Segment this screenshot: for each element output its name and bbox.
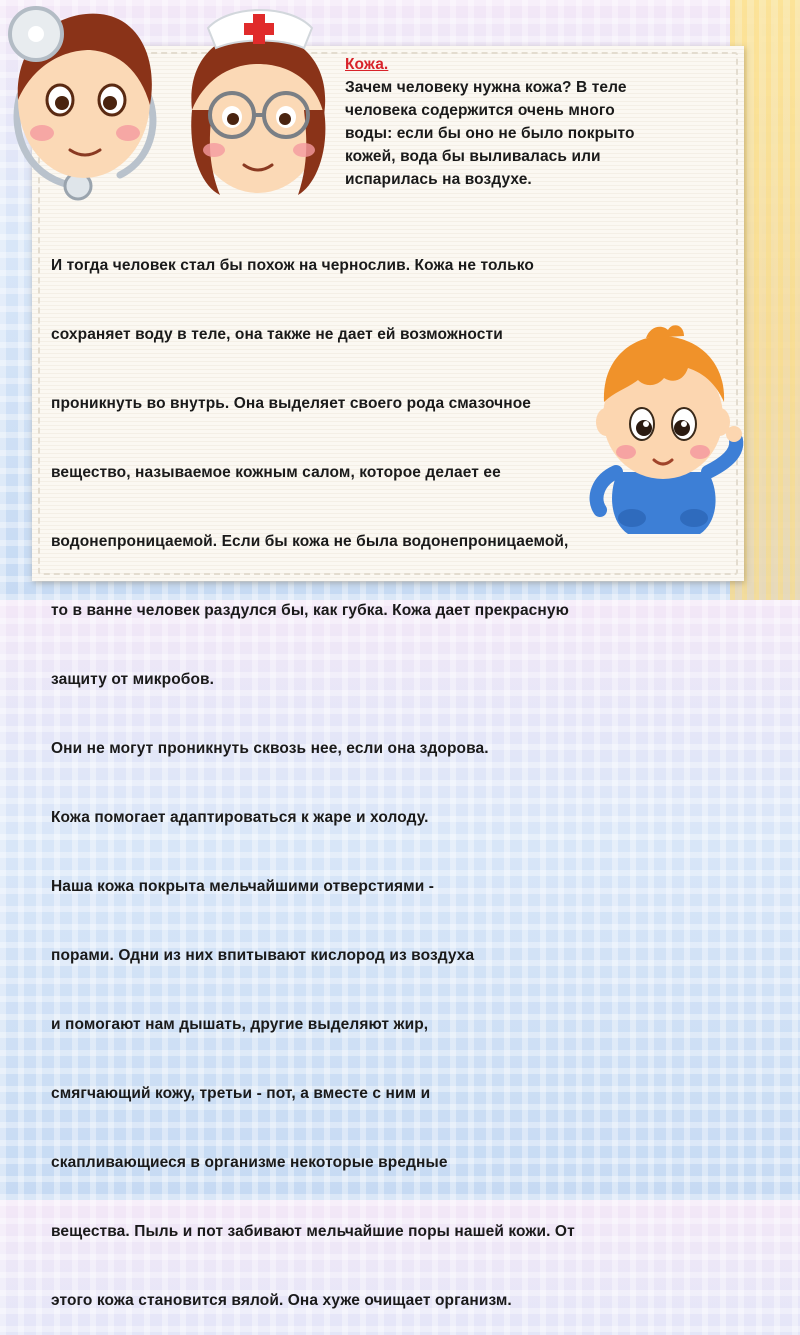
body-line: вещества. Пыль и пот забивают мельчайшие поры нашей кожи. От xyxy=(51,1223,575,1240)
body-line: смягчающий кожу, третьи - пот, а вместе с ним и xyxy=(51,1085,431,1102)
body-line: и помогают нам дышать, другие выделяют жир, xyxy=(51,1016,429,1033)
intro-line: кожей, вода бы выливалась или xyxy=(345,148,601,165)
heading: Кожа. xyxy=(345,56,389,73)
body-line: то в ванне человек раздулся бы, как губка. Кожа дает прекрасную xyxy=(51,602,569,619)
body-line: проникнуть во внутрь. Она выделяет своего рода смазочное xyxy=(51,395,532,412)
body-line: Наша кожа покрыта мельчайшими отверстиями - xyxy=(51,878,435,895)
body-line: скапливающиеся в организме некоторые вредные xyxy=(51,1154,448,1171)
body-line: Кожа помогает адаптироваться к жаре и холоду. xyxy=(51,809,429,826)
body-line: этого кожа становится вялой. Она хуже очищает организм. xyxy=(51,1292,512,1309)
body-line: Они не могут проникнуть сквозь нее, если она здорова. xyxy=(51,740,489,757)
intro-line: Зачем человеку нужна кожа? В теле xyxy=(345,79,627,96)
intro-line: человека содержится очень много xyxy=(345,102,615,119)
body-line: вещество, называемое кожным салом, которое делает ее xyxy=(51,464,501,481)
body-text xyxy=(51,208,741,1335)
doctor-face-icon xyxy=(0,0,170,210)
body-line: защиту от микробов. xyxy=(51,671,215,688)
body-line: И тогда человек стал бы похож на чернослив. Кожа не только xyxy=(51,257,534,274)
nurse-face-icon xyxy=(170,0,345,205)
body-line: водонепроницаемой. Если бы кожа не была водонепроницаемой, xyxy=(51,533,569,550)
body-line: сохраняет воду в теле, она также не дает ей возможности xyxy=(51,326,503,343)
intro-line: испарилась на воздухе. xyxy=(345,171,532,188)
body-line: порами. Одни из них впитывают кислород из воздуха xyxy=(51,947,475,964)
intro-line: воды: если бы оно не было покрыто xyxy=(345,125,635,142)
intro-text xyxy=(345,53,735,191)
